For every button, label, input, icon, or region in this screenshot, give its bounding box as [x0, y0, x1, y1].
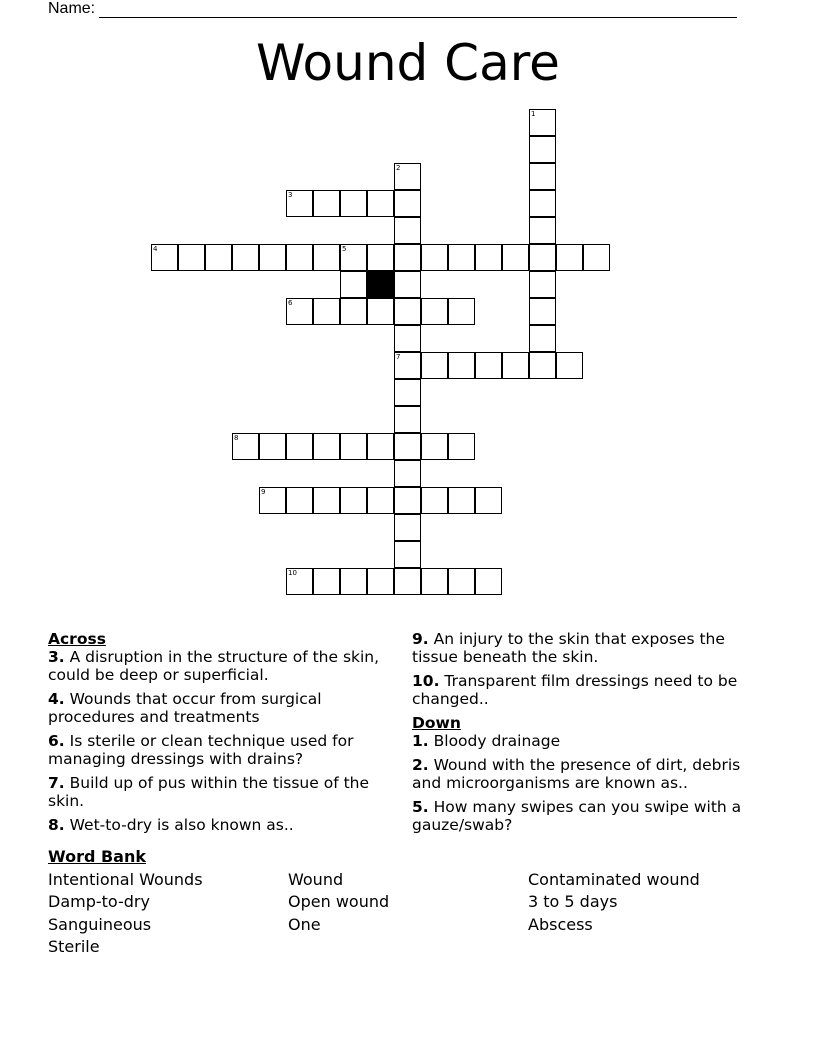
crossword-cell[interactable]	[394, 541, 421, 568]
crossword-cell[interactable]	[475, 244, 502, 271]
crossword-cell[interactable]	[394, 163, 421, 190]
cell-number: 5	[342, 245, 347, 253]
crossword-cell[interactable]	[529, 190, 556, 217]
crossword-cell[interactable]	[340, 487, 367, 514]
crossword-cell[interactable]	[421, 244, 448, 271]
crossword-cell[interactable]	[232, 244, 259, 271]
crossword-cell[interactable]	[313, 190, 340, 217]
crossword-cell[interactable]	[529, 217, 556, 244]
crossword-cell[interactable]	[286, 244, 313, 271]
crossword-cell[interactable]	[448, 244, 475, 271]
cell-number: 2	[396, 164, 401, 172]
crossword-cell[interactable]	[421, 433, 448, 460]
crossword-cell[interactable]	[448, 352, 475, 379]
cell-number: 6	[288, 299, 293, 307]
across-clue-4: 4. Wounds that occur from surgical procedures and treatments	[48, 690, 322, 726]
crossword-cell[interactable]	[394, 190, 421, 217]
crossword-cell[interactable]	[394, 406, 421, 433]
word-bank-item: Damp-to-dry	[48, 892, 150, 911]
clues-column-right	[412, 630, 772, 840]
across-clue-3: 3. A disruption in the structure of the skin, could be deep or superficial.	[48, 648, 380, 684]
crossword-cell[interactable]	[394, 460, 421, 487]
crossword-cell[interactable]	[529, 109, 556, 136]
crossword-cell[interactable]	[367, 244, 394, 271]
crossword-cell[interactable]	[394, 271, 421, 298]
crossword-cell[interactable]	[286, 190, 313, 217]
crossword-cell[interactable]	[259, 433, 286, 460]
down-heading: Down	[412, 714, 461, 732]
crossword-cell[interactable]	[313, 433, 340, 460]
crossword-cell[interactable]	[313, 298, 340, 325]
crossword-cell[interactable]	[340, 298, 367, 325]
crossword-cell[interactable]	[367, 568, 394, 595]
crossword-cell[interactable]	[286, 433, 313, 460]
crossword-cell[interactable]	[367, 433, 394, 460]
crossword-cell[interactable]	[421, 487, 448, 514]
across-clue-8: 8. Wet-to-dry is also known as..	[48, 816, 294, 834]
down-clue-5: 5. How many swipes can you swipe with a gauze/swab?	[412, 798, 742, 834]
crossword-cell[interactable]	[583, 244, 610, 271]
crossword-cell[interactable]	[367, 298, 394, 325]
word-bank-item: Wound	[288, 869, 344, 889]
crossword-cell[interactable]	[529, 271, 556, 298]
crossword-cell[interactable]	[556, 244, 583, 271]
crossword-cell[interactable]	[394, 487, 421, 514]
cell-number: 7	[396, 353, 401, 361]
clues-column-left	[48, 630, 388, 840]
word-bank	[48, 846, 768, 959]
crossword-cell[interactable]	[340, 271, 367, 298]
name-underline	[99, 3, 737, 18]
crossword-cell[interactable]	[529, 136, 556, 163]
crossword-cell[interactable]	[529, 325, 556, 352]
crossword-cell[interactable]	[286, 487, 313, 514]
crossword-cell[interactable]	[394, 244, 421, 271]
crossword-cell[interactable]	[394, 217, 421, 244]
cell-number: 3	[288, 191, 293, 199]
across-clue-10: 10. Transparent film dressings need to be changed..	[412, 672, 738, 708]
crossword-cell[interactable]	[313, 244, 340, 271]
crossword-cell[interactable]	[178, 244, 205, 271]
word-bank-item: Abscess	[528, 914, 593, 934]
black-square	[367, 271, 394, 298]
crossword-cell[interactable]	[259, 487, 286, 514]
cell-number: 9	[261, 488, 266, 496]
crossword-cell[interactable]	[340, 433, 367, 460]
crossword-cell[interactable]	[448, 568, 475, 595]
crossword-cell[interactable]	[394, 298, 421, 325]
crossword-cell[interactable]	[448, 298, 475, 325]
crossword-cell[interactable]	[556, 352, 583, 379]
crossword-cell[interactable]	[502, 244, 529, 271]
word-bank-item: 3 to 5 days	[528, 892, 618, 911]
across-clue-9: 9. An injury to the skin that exposes the tissue beneath the skin.	[412, 630, 725, 666]
crossword-cell[interactable]	[367, 190, 394, 217]
down-clue-2: 2. Wound with the presence of dirt, debris and microorganisms are known as..	[412, 756, 741, 792]
across-clue-6: 6. Is sterile or clean technique used for managing dressings with drains?	[48, 732, 354, 768]
crossword-cell[interactable]	[394, 433, 421, 460]
crossword-cell[interactable]	[340, 568, 367, 595]
crossword-cell[interactable]	[286, 568, 313, 595]
word-bank-item: Intentional Wounds	[48, 869, 203, 889]
crossword-cell[interactable]	[151, 244, 178, 271]
crossword-cell[interactable]	[205, 244, 232, 271]
crossword-cell[interactable]	[313, 568, 340, 595]
crossword-cell[interactable]	[529, 298, 556, 325]
crossword-cell[interactable]	[394, 379, 421, 406]
cell-number: 10	[288, 569, 297, 577]
crossword-cell[interactable]	[475, 568, 502, 595]
crossword-cell[interactable]	[448, 433, 475, 460]
crossword-cell[interactable]	[394, 514, 421, 541]
crossword-cell[interactable]	[340, 190, 367, 217]
across-heading: Across	[48, 630, 106, 648]
crossword-cell[interactable]	[475, 352, 502, 379]
crossword-cell[interactable]	[421, 352, 448, 379]
word-bank-item: Sanguineous	[48, 914, 152, 934]
crossword-cell[interactable]	[394, 352, 421, 379]
crossword-cell[interactable]	[394, 568, 421, 595]
cell-number: 1	[531, 110, 536, 118]
crossword-cell[interactable]	[421, 298, 448, 325]
crossword-cell[interactable]	[502, 352, 529, 379]
word-bank-item: Contaminated wound	[528, 869, 700, 889]
crossword-cell[interactable]	[367, 487, 394, 514]
crossword-cell[interactable]	[529, 244, 556, 271]
word-bank-item: Sterile	[48, 937, 100, 956]
crossword-cell[interactable]	[340, 244, 367, 271]
cell-number: 4	[153, 245, 158, 253]
across-clue-7: 7. Build up of pus within the tissue of the skin.	[48, 774, 370, 810]
word-bank-heading: Word Bank	[48, 847, 147, 866]
crossword-cell[interactable]	[313, 487, 340, 514]
crossword-cell[interactable]	[475, 487, 502, 514]
crossword-cell[interactable]	[232, 433, 259, 460]
name-field[interactable]	[48, 0, 748, 20]
crossword-cell[interactable]	[421, 568, 448, 595]
name-label: Name:	[48, 0, 96, 17]
crossword-cell[interactable]	[529, 163, 556, 190]
crossword-cell[interactable]	[286, 298, 313, 325]
crossword-cell[interactable]	[394, 325, 421, 352]
cell-number: 8	[234, 434, 239, 442]
crossword-cell[interactable]	[448, 487, 475, 514]
word-bank-item: One	[288, 914, 321, 934]
crossword-cell[interactable]	[529, 352, 556, 379]
word-bank-item: Open wound	[288, 892, 390, 911]
crossword-cell[interactable]	[259, 244, 286, 271]
down-clue-1: 1. Bloody drainage	[412, 732, 561, 750]
page-title: Wound Care	[256, 34, 560, 92]
